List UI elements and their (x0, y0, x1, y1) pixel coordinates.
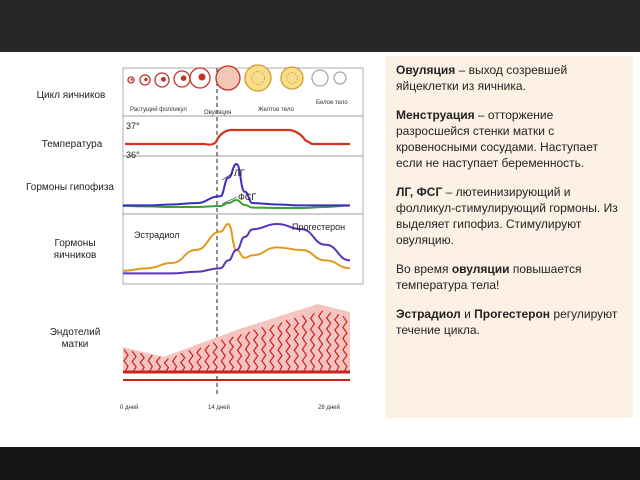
label-ovary-hormones-1: Гормоны (54, 238, 96, 249)
top-bar (0, 0, 640, 52)
day-tick-28: 28 дней (318, 405, 340, 411)
label-temperature: Температура (41, 139, 103, 150)
label-progesterone: Прогестерон (292, 222, 346, 232)
panel-para-hormones (396, 306, 623, 338)
temp-mark-high: 37° (126, 121, 140, 131)
panel-para-temperature (396, 261, 623, 293)
follicle (190, 68, 210, 88)
label-ovulation: Овуляция (204, 110, 232, 116)
endometrium-layer (123, 304, 350, 380)
label-endometrium-1: Эндотелий (49, 327, 101, 338)
term-ovulation: Овуляция (396, 63, 456, 77)
panel-para-menstruation (396, 107, 623, 171)
label-ovary-cycle: Цикл яичников (36, 90, 106, 101)
text-temp: повышается температура тела! (396, 262, 582, 292)
text-regulate: регулируют течение цикла. (396, 307, 618, 337)
label-yellow-body: Желтое тело (258, 107, 294, 113)
label-white-body: Белое тело (316, 100, 348, 106)
panel-para-lh-fsh (396, 184, 623, 248)
label-estradiol: Эстрадиол (134, 230, 180, 240)
temperature-curve (125, 130, 350, 145)
term-ovulation-2: овуляции (451, 262, 510, 276)
label-ovary-hormones-2: яичников (53, 250, 97, 261)
term-progesterone: Прогестерон (474, 307, 551, 321)
follicle (216, 66, 240, 90)
term-estradiol: Эстрадиол (396, 307, 461, 321)
follicle (281, 67, 303, 89)
cycle-chart (0, 52, 380, 447)
text-ovulation: – выход созревшей яйцеклетки из яичника. (396, 63, 568, 93)
label-pituitary: Гормоны гипофиза (26, 182, 114, 193)
label-growing-follicle: Растущий фолликул (130, 107, 187, 113)
fsh-curve (123, 200, 350, 208)
text-and: и (460, 307, 475, 321)
follicle (140, 75, 150, 85)
term-menstruation: Менструация (396, 108, 475, 122)
term-lh-fsh: ЛГ, ФСГ (396, 185, 443, 199)
bottom-bar (0, 447, 640, 480)
follicle-row (128, 65, 346, 91)
temp-mark-low: 36° (126, 150, 140, 160)
text-menstruation: – отторжение разросшейся стенки матки с кровеносными сосудами. Наступает если не наступает беременность. (396, 108, 598, 170)
label-endometrium-2: матки (61, 339, 89, 350)
label-lh: ЛГ (234, 168, 245, 178)
follicle (334, 72, 346, 84)
text-temp-pre: Во время (396, 262, 452, 276)
follicle (155, 73, 169, 87)
day-tick-0: 0 дней (120, 405, 139, 411)
follicle (174, 71, 190, 87)
day-tick-14: 14 дней (208, 405, 230, 411)
follicle (245, 65, 271, 91)
text-lh-fsh: – лютеинизирующий и фолликул-стимулирующий гормоны. Из выделяет гипофиз. Стимулируют овуляцию. (396, 185, 618, 247)
follicle (128, 77, 134, 83)
follicle (312, 70, 328, 86)
label-fsh: ФСГ (238, 192, 257, 202)
info-panel (386, 56, 633, 418)
panel-para-ovulation (396, 62, 623, 94)
